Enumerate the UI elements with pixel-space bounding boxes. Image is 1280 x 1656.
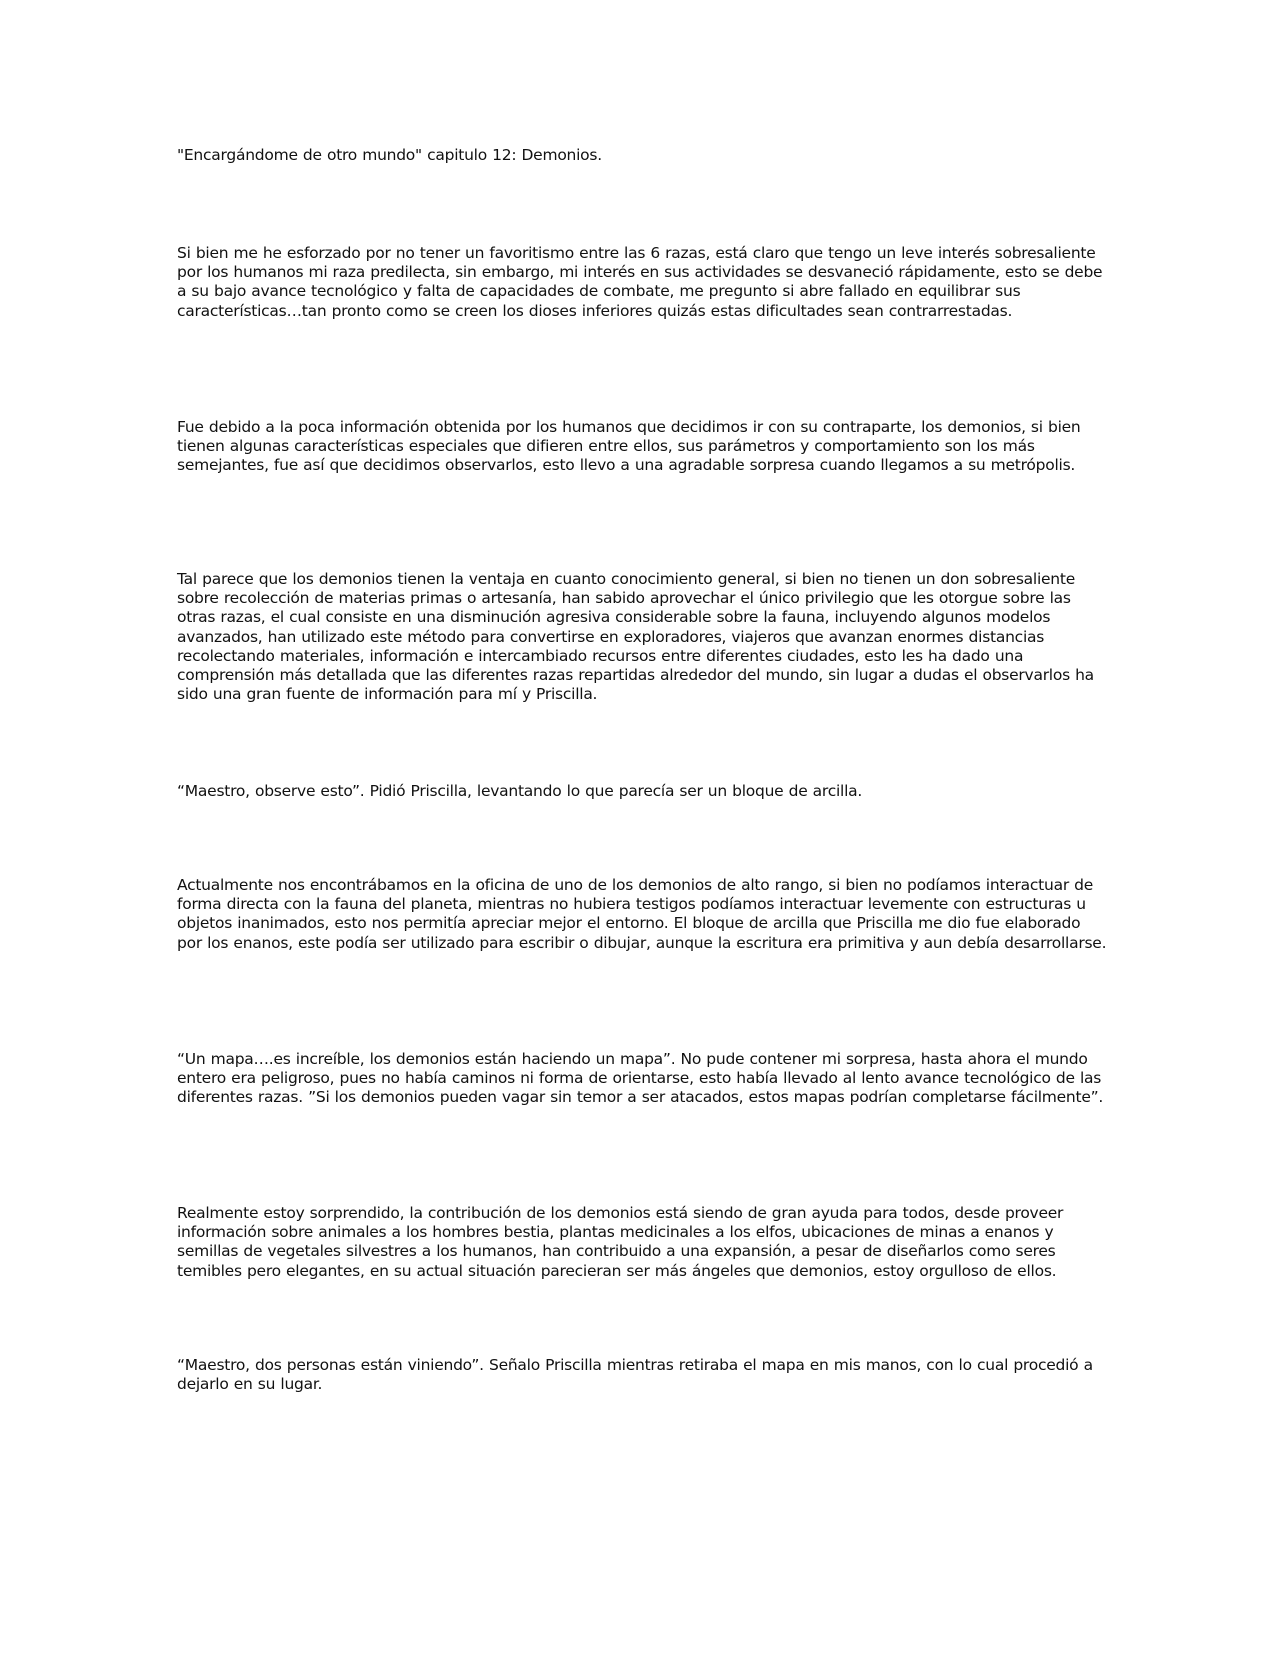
- paragraph-2: Fue debido a la poca información obtenida por los humanos que decidimos ir con su contraparte, los demonios, si bien tienen algunas características especiales que difieren entre ellos, sus parámetros y comportamiento son los más semejantes, fue así que decidimos observarlos, esto llevo a una agradable sorpresa cuando llegamos a su metrópolis.: [177, 418, 1081, 475]
- paragraph-4: “Maestro, observe esto”. Pidió Priscilla, levantando lo que parecía ser un bloque de arcilla.: [177, 782, 863, 800]
- paragraph-5: Actualmente nos encontrábamos en la oficina de uno de los demonios de alto rango, si bien no podíamos interactuar de forma directa con la fauna del planeta, mientras no hubiera testigos podíamos interactuar levemente con estructuras u objetos inanimados, esto nos permitía apreciar mejor el entorno. El bloque de arcilla que Priscilla me dio fue elaborado por los enanos, este podía ser utilizado para escribir o dibujar, aunque la escritura era primitiva y aun debía desarrollarse.: [177, 876, 1107, 952]
- paragraph-8: “Maestro, dos personas están viniendo”. Señalo Priscilla mientras retiraba el mapa en mis manos, con lo cual procedió a dejarlo en su lugar.: [177, 1356, 1093, 1394]
- paragraph-1: Si bien me he esforzado por no tener un favoritismo entre las 6 razas, está claro que tengo un leve interés sobresaliente por los humanos mi raza predilecta, sin embargo, mi interés en sus actividades se desvaneció rápidamente, esto se debe a su bajo avance tecnológico y falta de capacidades de combate, me pregunto si abre fallado en equilibrar sus características…tan pronto como se creen los dioses inferiores quizás estas dificultades sean contrarrestadas.: [177, 244, 1103, 320]
- paragraph-7: Realmente estoy sorprendido, la contribución de los demonios está siendo de gran ayuda para todos, desde proveer información sobre animales a los hombres bestia, plantas medicinales a los elfos, ubicaciones de minas a enanos y semillas de vegetales silvestres a los humanos, han contribuido a una expansión, a pesar de diseñarlos como seres temibles pero elegantes, en su actual situación parecieran ser más ángeles que demonios, estoy orgulloso de ellos.: [177, 1204, 1064, 1280]
- paragraph-3: Tal parece que los demonios tienen la ventaja en cuanto conocimiento general, si bien no tienen un don sobresaliente sobre recolección de materias primas o artesanía, han sabido aprovechar el único privilegio que les otorgue sobre las otras razas, el cual consiste en una disminución agresiva considerable sobre la fauna, incluyendo algunos modelos avanzados, han utilizado este método para convertirse en exploradores, viajeros que avanzan enormes distancias recolectando materiales, información e intercambiado recursos entre diferentes ciudades, esto les ha dado una comprensión más detallada que las diferentes razas repartidas alrededor del mundo, sin lugar a dudas el observarlos ha sido una gran fuente de información para mí y Priscilla.: [177, 570, 1094, 704]
- paragraph-6: “Un mapa….es increíble, los demonios están haciendo un mapa”. No pude contener mi sorpresa, hasta ahora el mundo entero era peligroso, pues no había caminos ni forma de orientarse, esto había llevado al lento avance tecnológico de las diferentes razas. ”Si los demonios pueden vagar sin temor a ser atacados, estos mapas podrían completarse fácilmente”.: [177, 1050, 1104, 1107]
- chapter-title: "Encargándome de otro mundo" capitulo 12: Demonios.: [177, 146, 602, 164]
